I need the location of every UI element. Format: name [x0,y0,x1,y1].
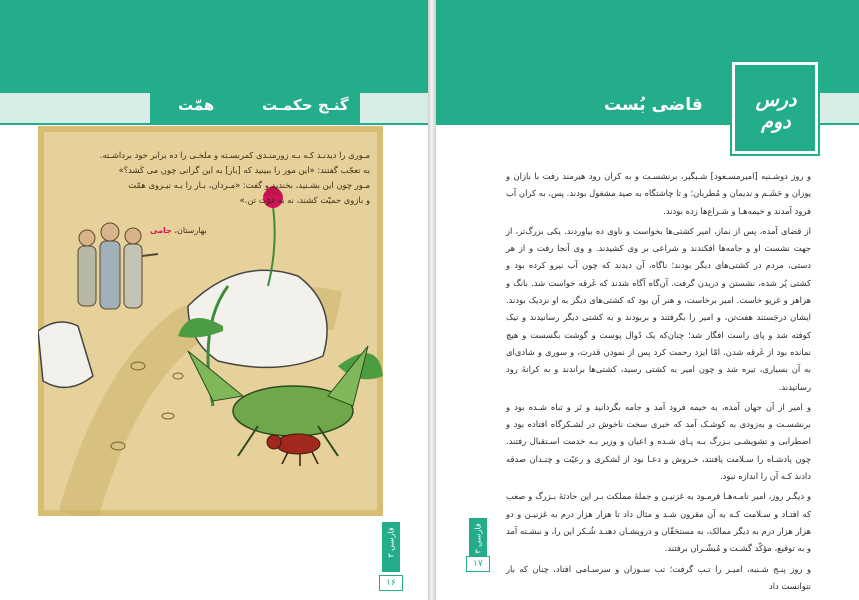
poem-line: مـوری را دیدنـد کـه بـه زورمنـدی کمربسـته و ملخـی را ده برابر خود برداشـته. [99,150,370,160]
lesson-title: همّت [178,96,215,114]
lesson-badge-text: درس دوم [755,89,797,133]
lesson-title: قاضی بُست [604,95,703,115]
page-number: ۱۶ [379,575,403,591]
paragraph: و امیر از آن جهان آمده، به خیمه فرود آمد و جامه بگردانید و تَر و تباه شـده بود و برنشسـت و به‌زودی به کوشـک آمد که خبری سخت ناخوش در لشـکرگاه افتاده بود و اضطرابی و تشویشـی بـزرگ بـه پـای شـده و اعیان و وزیر بـه خدمت اسـتقبال رفتند. چون پادشـاه را سـلامت یافتند، خـروش و دعـا بود از لشکری و رعیّت و چنـدان صدقه دادند کـه آن را اندازه نبود. [506,401,811,482]
paragraph: و روز پنـج شـنبه، امیـر را تـب گرفت؛ تب سـوزان و سرسـامی افتاد، چنان که بار نتوانست داد [506,563,811,591]
poem-text [80,148,370,208]
book-label-tab [382,522,400,572]
divider [0,123,428,125]
book-label: فارسی ۳ [473,523,483,554]
people-figures [78,223,158,309]
book-label: فارسی ۳ [386,527,396,558]
body-text [506,168,811,598]
right-page [436,0,859,600]
lesson-badge [732,62,818,154]
book-gutter [428,0,436,600]
page-number: ۱۷ [466,556,490,572]
poem-line: و بازوی حمیّت کشند، نه به قوّت تن.» [239,195,370,205]
paragraph: از قضای آمده، پس از نماز، امیر کشتی‌ها بخواست و ناوی ده بیاوردند. یکی بزرگ‌تر، از جهت نشست او و جامه‌ها افکندند و شراعی بر وی کشیدند. و وی آنجا رفت و از هر دستی، مردم در کشتی‌های دیگر بودند؛ ناگاه، آن دیدند که چون آب نیرو کرده بود و کشتی پُر شده، نشستن و دریدن گرفت. آن‌گاه آگاه شدند که غَرقه خواست شد. بانگ و هزاهز و غریو خاست. امیر برخاست، و هنر آن بود که کشتی‌های دیگر به او نزدیک بودند. ایشان درجَستند هفت‌تن، و امیر را بگرفتند و بربودند و به کشتی دیگر رسانیدند و نیک کوفته شد و پای راست افگار شد؛ چنان‌که یک دُوال پوست و گوشت بگسست و هیچ نمانده بود از غَرقه شدن. امّا ایزد رحمت کرد پس از نمودن قدرت، و سوری و شادی‌ای به آن بسیاری، تیره شد و چون امیر به کشتی رسید، کشتی‌ها براندند و به کرانهٔ رود رسانیدند. [506,225,811,392]
header-band [0,0,428,93]
source-citation [150,226,207,235]
source-book: بهارستان، [174,226,207,235]
paragraph: و دیگـر روز، امیر نامـه‌هـا فرمـود به غزنیـن و جملهٔ مملکت بـر این حادثهٔ بـزرگ و صعب که افتـاد و سـلامت کـه به آن مقرون شـد و مثال داد تا هزار هزار درم به غزنیـن و دو هزار هزار درم به دیگر ممالک، به مستحَقّان و درویشـان دهنـد شُـکر این را، و نبشـته آمد و به توقیع، مؤکّد گشـت و مُبشّـران برفتند. [506,491,811,554]
paragraph: و روز دوشـنبه [امیرمسـعود] شـبگیر، برنشسـت و به کران رود هیرمند رفت با بازان و یوزان و حَشَـم و ندیمان و مُطربان؛ و تا چاشتگاه به صید مشغول بودند. پس، به کران آب فرود آمدند و خیمه‌هـا و شـراع‌ها زده بودند. [506,171,811,216]
source-author: جامی [150,226,172,235]
poem-line: مـور چون این بشـنید، بخندید و گفت: «مـردان، بـار را بـه نیـروی همّت [128,180,370,190]
ant [267,434,320,466]
anthology-title: گنـج حکمـت [262,96,349,114]
poem-line: به تعجّب گفتند: «این مور را ببینید که [بار] به این گرانی چون می کَشد؟» [118,165,370,175]
left-page [0,0,428,600]
